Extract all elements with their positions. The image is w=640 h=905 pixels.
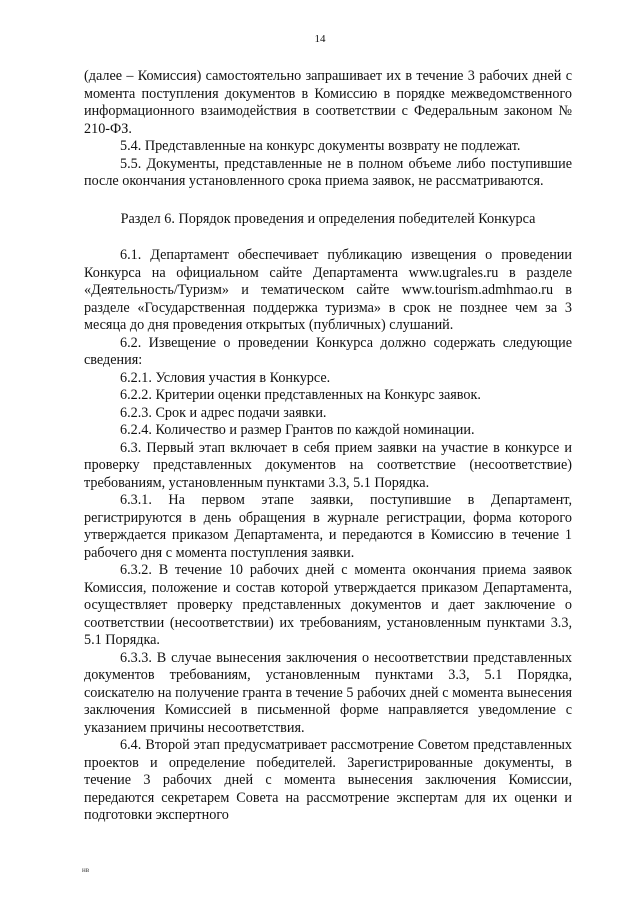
page-number: 14 xyxy=(314,33,326,45)
paragraph-6-1: 6.1. Департамент обеспечивает публикацию извещения о проведении Конкурса на официальном сайте Департамента www.ugrales.ru в разделе «Деятельность/Туризм» и тематическом сайте www.tourism.admhmao.ru в разделе «Государственная поддержка туризма» в срок не позднее чем за 3 месяца до дня проведения открытых (публичных) слушаний. xyxy=(84,247,572,333)
paragraph-6-3: 6.3. Первый этап включает в себя прием заявки на участие в конкурсе и проверку представленных документов на соответствие (несоответствие) требованиям, установленным пунктами 3.3, 5.1 Порядка. xyxy=(84,439,572,491)
paragraph-6-2: 6.2. Извещение о проведении Конкурса должно содержать следующие сведения: xyxy=(84,334,572,368)
paragraph-6-3-3: 6.3.3. В случае вынесения заключения о несоответствии представленных документов требованиям, установленным пунктами 3.3, 5.1 Порядка, соискателю на получение гранта в течение 5 рабочих дней с момента вынесения заключения Комиссией в письменной форме направляется уведомление с указанием причины несоответствия. xyxy=(84,649,572,736)
paragraph-continuation: (далее – Комиссия) самостоятельно запрашивает их в течение 3 рабочих дней с момента поступления документов в Комиссию в порядке межведомственного информационного взаимодействия в соответствии с Федеральным законом № 210-ФЗ. xyxy=(84,68,572,137)
paragraph-6-2-1: 6.2.1. Условия участия в Конкурсе. xyxy=(120,369,331,386)
paragraph-6-2-4: 6.2.4. Количество и размер Грантов по каждой номинации. xyxy=(120,422,475,438)
paragraph-6-4: 6.4. Второй этап предусматривает рассмотрение Советом представленных проектов и определение победителей. Зарегистрированные документы, в течение 3 рабочих дней с момента вынесения заключения Комиссии, передаются секретарем Совета на рассмотрение экспертам для их оценки и подготовки экспертного xyxy=(84,737,572,823)
footer-mark: нв xyxy=(82,866,90,874)
paragraph-5-4: 5.4. Представленные на конкурс документы возврату не подлежат. xyxy=(120,138,521,154)
document-body xyxy=(84,68,572,825)
paragraph-5-5: 5.5. Документы, представленные не в полном объеме либо поступившие после окончания установленного срока приема заявок, не рассматриваются. xyxy=(84,155,572,189)
paragraph-6-3-2: 6.3.2. В течение 10 рабочих дней с момента окончания приема заявок Комиссия, положение и состав которой утверждается приказом Департамента, осуществляет проверку представленных документов и дает заключение о соответствии (несоответствии) их требованиям, установленным пунктами 3.3, 5.1 Порядка. xyxy=(84,562,572,648)
section-6-heading: Раздел 6. Порядок проведения и определения победителей Конкурса xyxy=(120,210,536,227)
paragraph-6-3-1: 6.3.1. На первом этапе заявки, поступившие в Департамент, регистрируются в день обращения в журнале регистрации, форма которого утверждается приказом Департамента, и передаются в Комиссию в течение 1 рабочего дня с момента поступления заявки. xyxy=(84,492,572,561)
paragraph-6-2-3: 6.2.3. Срок и адрес подачи заявки. xyxy=(120,404,327,421)
paragraph-6-2-2: 6.2.2. Критерии оценки представленных на Конкурс заявок. xyxy=(120,387,481,403)
